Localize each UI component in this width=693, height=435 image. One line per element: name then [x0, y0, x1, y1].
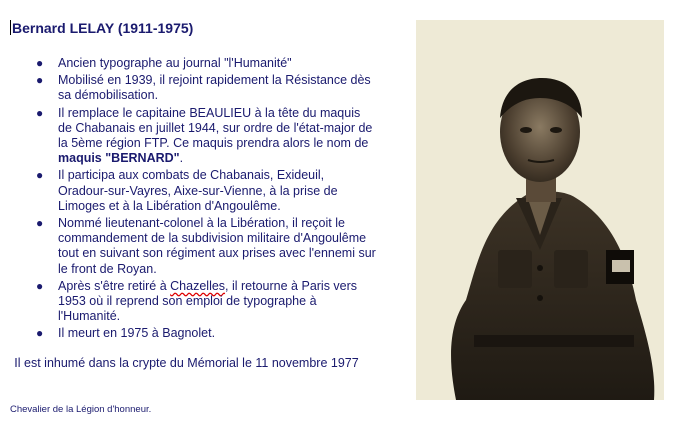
biography-list — [36, 56, 376, 344]
list-item — [36, 326, 376, 341]
spellcheck-word: Chazelles — [170, 278, 226, 293]
bullet-text: Ancien typographe au journal "l'Humanité" — [58, 56, 292, 70]
bullet-text: Après s'être retiré à — [58, 278, 171, 293]
title-text: Bernard LELAY (1911-1975) — [12, 20, 194, 36]
bullet-text: Mobilisé en 1939, il rejoint rapidement la Résistance dès sa démobilisation. — [58, 73, 371, 103]
bullet-icon: ● — [36, 105, 44, 120]
uniform-body — [451, 192, 654, 400]
bullet-icon: ● — [36, 73, 44, 88]
bullet-icon: ● — [36, 168, 44, 183]
bullet-text: Nommé lieutenant-colonel à la Libération, il reçoit le commandement de la subdivision militaire d'Angoulême tout en suivant son régiment aux prises avec l'ennemi sur le front de Royan. — [58, 216, 376, 276]
button-icon — [537, 295, 543, 301]
honor-footnote: Chevalier de la Légion d'honneur. — [10, 404, 152, 415]
bullet-icon: ● — [36, 216, 44, 231]
button-icon — [537, 265, 543, 271]
bullet-text: Il remplace le capitaine BEAULIEU à la tête du maquis de Chabanais en juillet 1944, sur ordre de l'état-major de la 5ème région FTP. Ce maquis prendra alors le nom de — [58, 105, 373, 151]
burial-note: Il est inhumé dans la crypte du Mémorial le 11 novembre 1977 — [14, 356, 359, 370]
eye — [520, 127, 532, 133]
list-item — [36, 56, 376, 71]
bullet-text-end: . — [179, 151, 184, 166]
bullet-text: Il meurt en 1975 à Bagnolet. — [58, 326, 216, 341]
list-item — [36, 73, 376, 103]
text-cursor — [10, 20, 11, 35]
list-item — [36, 279, 376, 325]
list-item — [36, 216, 376, 277]
maquis-name: maquis "BERNARD" — [58, 151, 180, 166]
list-item — [36, 106, 376, 167]
bullet-text: Il participa aux combats de Chabanais, Exideuil, Oradour-sur-Vayres, Aixe-sur-Vienne, à la prise de Limoges et à la Libération d'Angoulême. — [58, 168, 338, 213]
portrait-photo — [416, 20, 664, 400]
list-item — [36, 168, 376, 214]
bullet-icon: ● — [36, 326, 44, 341]
belt — [474, 335, 634, 347]
left-pocket — [498, 250, 532, 288]
eye — [550, 127, 562, 133]
armband-insignia — [612, 260, 630, 272]
right-pocket — [554, 250, 588, 288]
page-title — [10, 20, 193, 36]
bullet-text-end: , il retourne à Paris vers 1953 où il reprend son emploi de typographe à l'Humanité. — [58, 278, 358, 324]
portrait-frame — [416, 20, 664, 400]
bullet-icon: ● — [36, 278, 44, 293]
bullet-icon: ● — [36, 56, 44, 70]
